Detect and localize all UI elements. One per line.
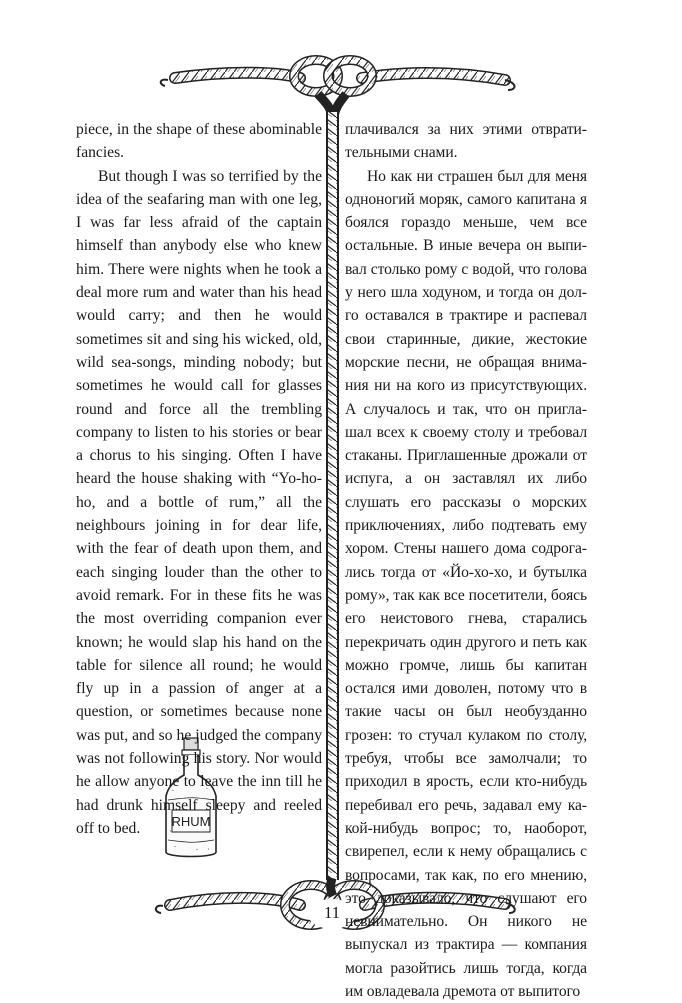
top-rope-knot [161, 60, 515, 116]
english-paragraph: piece, in the shape of these abominable fancies. [76, 121, 322, 162]
english-text-column [76, 118, 322, 840]
russian-text-column [345, 118, 587, 1003]
english-paragraph: But though I was so terrified by the idea of the seafaring man with one leg, I was far less afraid of the captain himself than anybody else who knew him. There were nights when he took a deal more rum and water than his head would carry; and then he would sometimes sit and sing his wicked, old, wild sea-songs, minding nobody; but sometimes he would call for glasses round and force all the trembling company to listen to his stories or bear a chorus to his singing. Often I have heard the house shaking with “Yo-ho-ho, and a bottle of rum,” all the neighbours joining in for dear life, with the fear of death upon them, and each singing louder than the other to avoid remark. For in these fits he was the most overriding companion ever known; he would slap his hand on the table for silence all round; he would fly up in a passion of anger at a question, or sometimes because none was put, and so he judged the company was not following his story. Nor would he allow anyone to leave the inn till he had drunk himself sleepy and reeled off to bed. [76, 167, 322, 837]
vertical-rope-divider [326, 112, 339, 880]
russian-paragraph: Но как ни страшен был для меня одноногий моряк, самого капитана я боялся гораздо меньше, чем все остальные. В иные вечера он выпивал столько рому с водой, что голова у него шла ходуном, и тогда он долго оставался в трактире и распевал свои старинные, дикие, жестокие морские песни, не обращая внимания ни на кого из присутствующих. А случалось и так, что он приглашал всех к своему столу и требовал стаканы. Приглашенные дрожали от испуга, а он заставлял их либо слушать его рассказы о морских приключениях, либо подтевать ему хором. Стены нашего дома содрогались тогда от «Йо-хо-хо, и бутылка рому», так как все посетители, боясь его неистового гнева, старались перекричать один другого и петь как можно громче, лишь бы капитан остался ими доволен, потому что в такие часы он был необузданно грозен: то стучал кулаком по столу, требуя, чтобы все замолчали; то приходил в ярость, если кто-нибудь перебивал его речь, задавал ему какой-нибудь вопрос; то, наоборот, свирепел, если к нему обращались с вопросами, так как, по его мнению, это доказывало, что слушают его невнимательно. Он никого не выпускал из трактира — компания могла разойтись лишь тогда, когда им овладевала дремота от выпитого [345, 167, 587, 1000]
russian-paragraph: плачивался за них этими отвратительными снами. [345, 121, 587, 162]
bottle-label-text: RHUM [171, 814, 211, 829]
page-number: 11 [323, 903, 341, 922]
